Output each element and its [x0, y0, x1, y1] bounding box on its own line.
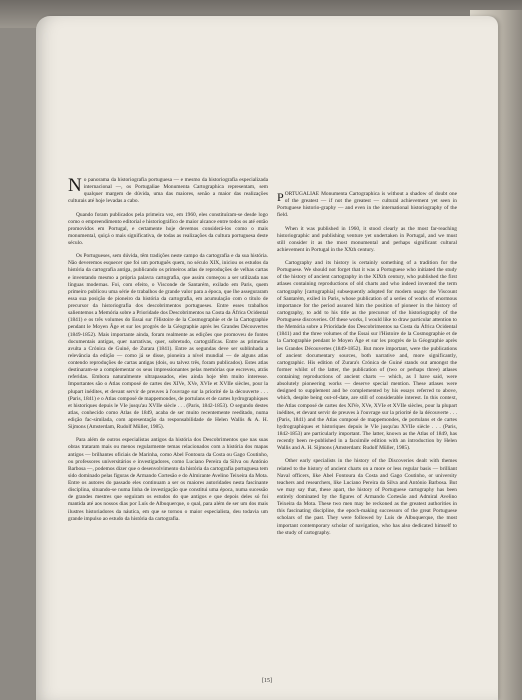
portuguese-text-column	[68, 177, 268, 529]
paragraph: Os Portugueses, sem dúvida, têm tradições neste campo da cartografia e da sua história. Não deveremos esquecer que foi um português quem, no século XIX, iniciou os estudos da história da cartografia antiga, publicando os primeiros atlas de reproduções de velhas cartas e inventando mesmo a própria palavra cartografia, que assim começou a ser utilizada nas línguas modernas. Foi, com efeito, o Visconde de Santarém, exilado em Paris, quem primeiro publicou uma série de trabalhos de grande valor para a época, que lhe asseguraram essa sua posição de pioneiro da história da cartografia, em acumulação com o título de precursor da historiografia dos descobrimentos portugueses. Entre esses trabalhos salientemos a Memória sobre a Prioridade dos Descobrimentos na Costa da África Ocidental (1841) e os três volumes do Essai sur l'Histoire de la Cosmographie et de la Cartographie pendant le Moyen Âge et sur les progrès de la Géographie après les Grandes Découvertes (1849-1852). Mais importante ainda, foram realmente as edições que promoveu de fontes documentais antigas, quer narrativas, quer, sobretudo, cartográficas. Entre as primeiras avulta a Crónica de Guiné, de Zurara (1841). Entre as segundas deve ser sublinhada a relevância da edição — como já se disse, pioneira a nível mundial — de alguns atlas contendo reproduções de cartas antigas (dois, ou talvez três, foram publicados). Estes atlas destinaram-se a complementar os seus impressionantes pelas memórias que escreveu, atrás referidas. Embora naturalmente ultrapassados, eles ainda hoje têm muito interesse. Importantes são o Atlas composé de cartes des XIVe, XVe, XVIe et XVIIe siècles, pour la plupart inédites, et devant servir de preuves à l'ouvrage sur la priorité de la découverte . . . (Paris, 1841) e o Atlas composé de mappemondes, de portulans et de cartes hydrographiques et historiques depuis le VIe jusqu'au XVIIe siècle . . . (Paris, 1842-1853). O segundo destes atlas, conhecido como Atlas de 1849, acaba de ser muito recentemente reeditado, numa edição fac-similada, com apresentação da responsabilidade de Helen Wallis & A. H. Sijmons (Amsterdam, Rudolf Müller, 1985).	[68, 253, 268, 431]
paragraph: Para além de outros especialistas antigos da história dos Descobrimentos que nas suas obras trataram mais ou menos regularmente temas relacionados com a história dos mapas antigos — brilhantes oficiais de Marinha, como Abel Fontoura da Costa ou Gago Coutinho, ou professores universitários e investigadores, como Luciano Pereira da Silva ou António Barbosa —, podemos dizer que o desenvolvimento da história da cartografia portuguesa tem sido dominado pelas figuras de Armando Cortesão e do Almirante Avelino Teixeira da Mota. Entre os autores do passado eles continuam a ser os maiores autoridades nesta fascinante disciplina, situando-se numa linha de investigação que constitui uma época, numa sucessão de grandes mestres que seguiram os estudos do que antigos e que depois deles só foi mantida até aos nossos dias por Luís de Albuquerque, o qual, para além de ser um dos mais ilustres historiadores da náutica, em que se tornou o maior especialista, deu todavia um grande impulso ao estudo da história da cartografia.	[68, 437, 268, 522]
paragraph: Cartography and its history is certainly something of a tradition for the Portuguese. We should not forget that it was a Portuguese who initiated the study of the history of ancient cartography in the XIXth century, who published the first atlases containing reproductions of old charts and who indeed invented the term cartography [cartographia] subsequently adopted for modern usage: the Viscount of Santarém, exiled in Paris, whose publication of a series of works of enormous importance for the period assured him the position of pioneer in the history of cartography, to add to his title as the precursor of the historiography of the Portuguese discoveries. Of these works, I would like to draw particular attention to the Memória sobre a Prioridade dos Descobrimentos na Costa da África Ocidental (1841) and the three volumes of the Essai sur l'Histoire de la Cosmographie et de la Cartographie pendant le Moyen Âge et sur les progrès de la Géographie après les Grandes Découvertes (1849-1852). But more important, were the publications of ancient documentary sources, both narrative and, more significantly, cartographic. His edition of Zurara's Crónica de Guiné stands out amongst the former whilst of the latter, the publication of (two or perhaps three) atlases containing reproductions of ancient charts — which, as I have said, were absolutely pioneering works — deserve special mention. These atlases were designed to supplement and be complemented by his essays referred to above, which, despite being out-of-date, are still of considerable interest. In this context, the Atlas composé de cartes des XIVe, XVe, XVIe et XVIIe siècles, pour la plupart inédites, et devant servir de preuves à l'ouvrage sur la priorité de la découverte . . . (Paris, 1841) and the Atlas composé de mappemondes, de portulans et de cartes hydrographiques et historiques depuis le VIe jusqu'au XVIIe siècle . . . (Paris, 1842-1853) are particularly important. The latter, known as the Atlas of 1849, has recently been re-published in a facsimile edition with an introduction by Helen Wallis and A. H. Sijmons (Amsterdam: Rudolf Müller, 1985).	[277, 260, 457, 452]
paragraph	[68, 177, 268, 206]
paragraph: Other early specialists in the history of the Discoveries dealt with themes related to the history of ancient charts on a more or less regular basis — brilliant Naval officers, like Abel Fontoura da Costa and Gago Coutinho, or university teachers and researchers, like Luciano Pereira da Silva and António Barbosa. But we may say that, these apart, the history of Portuguese cartography has been entirely dominated by the figures of Armando Cortesão and Admiral Avelino Teixeira da Mota. These two men may be reckoned as the greatest authorities in this fascinating discipline, the epoch-making successors of the great Portuguese scholars of the past. They were followed by Luís de Albuquerque, the most important contemporary scholar of navigation, who has also dedicated himself to the study of cartography.	[277, 458, 457, 536]
paragraph: When it was published in 1960, it stood clearly as the most far-reaching historiographic and publishing venture yet undertaken in Portugal, and we must still consider it as the most monumental and perhaps significant cultural achievement in Portugal in the XXth century.	[277, 225, 457, 253]
paragraph-text: ORTUGALIAE Monumenta Cartographica is without a shadow of doubt one of the greatest — if not the greatest — cultural achievement yet seen in Portuguese historio-graphy — and even in the international historiography of the field.	[277, 191, 457, 219]
drop-cap: P	[277, 190, 284, 204]
paragraph-text: o panorama da historiografia portuguesa — e mesmo da historiografia especializada internacional —, os Portugaliae Monumenta Cartographica representam, sem qualquer margem de dúvida, uma das maiores, senão a maior das realizações culturais até hoje levadas a cabo.	[68, 177, 268, 205]
paragraph: Quando foram publicados pela primeira vez, em 1960, eles constituíram-se desde logo como o empreendimento editorial e historiográfico de maior alcance entre todos os até então promovidos em Portugal, e certamente hoje devemos considerá-los como o mais monumental, quiçá o mais significativa, de todas as realizações da cultura portuguesa deste século.	[68, 211, 268, 246]
page-number: [15]	[262, 678, 272, 684]
drop-cap: N	[68, 175, 82, 196]
english-text-column	[277, 191, 457, 543]
paragraph	[277, 191, 457, 220]
